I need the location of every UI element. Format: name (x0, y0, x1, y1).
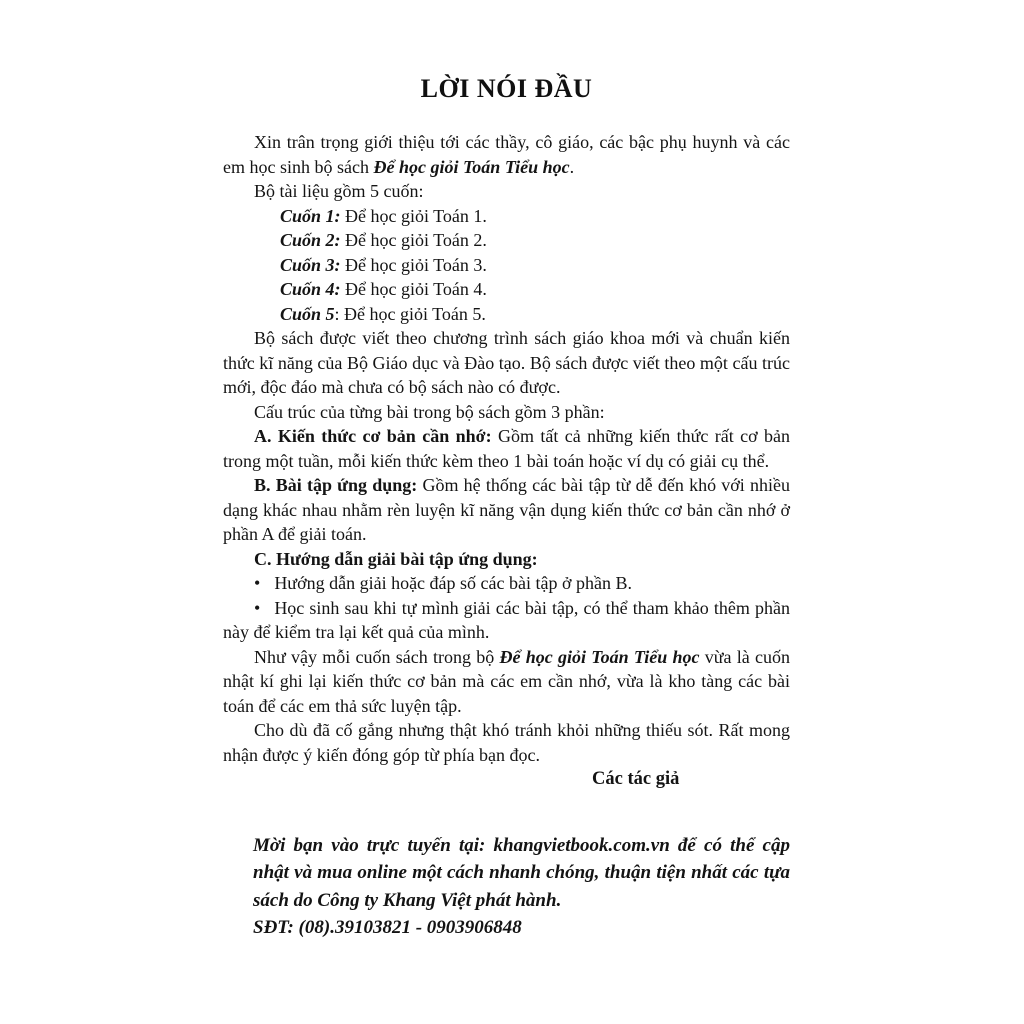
bullet-list-item (223, 596, 790, 645)
publisher-promo-text: Mời bạn vào trực tuyến tại: khangvietbook.com.vn để có thể cập nhật và mua online một cách nhanh chóng, thuận tiện nhất các tựa sách do Công ty Khang Việt phát hành. (253, 834, 790, 911)
book-list-item (223, 253, 790, 278)
book-list-item (223, 228, 790, 253)
text-run: Để học giỏi Toán Tiểu học (499, 646, 700, 667)
text-run: Để học giỏi Toán 2. (340, 230, 487, 251)
bullet-icon: • (254, 573, 261, 594)
book-list-item (223, 277, 790, 302)
text-run: Bộ tài liệu gồm 5 cuốn: (254, 181, 424, 202)
text-run: . (569, 156, 575, 177)
text-run: : Để học giỏi Toán 5. (334, 303, 486, 324)
text-run: Để học giỏi Toán 3. (340, 254, 487, 275)
text-run: Bộ sách được viết theo chương trình sách giáo khoa mới và chuẩn kiến thức kĩ năng của Bộ Giáo dục và Đào tạo. Bộ sách được viết theo một cấu trúc mới, độc đáo mà chưa có bộ sách nào có được. (223, 328, 790, 398)
paragraph (223, 547, 790, 572)
text-run: Hướng dẫn giải hoặc đáp số các bài tập ở phần B. (274, 573, 633, 594)
book-list-item (223, 302, 790, 327)
text-run: Gồm hệ thống các bài tập từ dễ đến khó với nhiều dạng khác nhau nhằm rèn luyện kĩ năng vận dụng kiến thức cơ bản cần nhớ ở phần A để giải toán. (223, 475, 791, 545)
text-run: Cuốn 1: (280, 205, 341, 226)
paragraph (223, 645, 790, 719)
text-run: Cuốn 4: (280, 279, 341, 300)
text-run: Để học giỏi Toán 4. (340, 279, 487, 300)
publisher-phone-number: SĐT: (08).39103821 - 0903906848 (253, 917, 522, 939)
paragraph (223, 326, 790, 400)
text-run: vừa là cuốn nhật kí ghi lại kiến thức cơ bản mà các em cần nhớ, vừa là kho tàng các bài toán để các em thả sức luyện tập. (223, 646, 790, 716)
preface-body (223, 130, 790, 767)
text-run: Cho dù đã cố gắng nhưng thật khó tránh khỏi những thiếu sót. Rất mong nhận được ý kiến đóng góp từ phía bạn đọc. (223, 720, 790, 765)
text-run: Cuốn 2: (280, 230, 341, 251)
text-run: Học sinh sau khi tự mình giải các bài tập, có thể tham khảo thêm phần này để kiểm tra lại kết quả của mình. (223, 597, 790, 643)
text-run: Cuốn 5 (280, 303, 335, 324)
paragraph (223, 130, 790, 179)
text-run: Cấu trúc của từng bài trong bộ sách gồm 3 phần: (254, 401, 605, 422)
book-list-item (223, 204, 790, 229)
text-run: Để học giỏi Toán 1. (340, 205, 487, 226)
text-run: Để học giỏi Toán Tiểu học (373, 156, 570, 177)
bullet-icon: • (254, 597, 261, 618)
authors-signature: Các tác giả (592, 769, 680, 790)
text-run: C. Hướng dẫn giải bài tập ứng dụng: (254, 548, 538, 569)
paragraph (223, 473, 790, 547)
paragraph (223, 424, 790, 473)
text-run: Cuốn 3: (280, 254, 341, 275)
text-run: Xin trân trọng giới thiệu tới các thầy, cô giáo, các bậc phụ huynh và các em học sinh bộ sách (223, 132, 790, 177)
paragraph (223, 400, 790, 425)
text-run: Gồm tất cả những kiến thức rất cơ bản trong một tuần, mỗi kiến thức kèm theo 1 bài toán hoặc ví dụ có giải cụ thể. (223, 426, 790, 471)
paragraph (223, 179, 790, 204)
page-title: LỜI NÓI ĐẦU (420, 74, 593, 103)
text-run: A. Kiến thức cơ bản cần nhớ: (254, 426, 492, 447)
bullet-list-item (223, 571, 790, 596)
paragraph (223, 718, 790, 767)
publisher-footer (253, 832, 790, 942)
text-run: Như vậy mỗi cuốn sách trong bộ (254, 646, 500, 667)
text-run: B. Bài tập ứng dụng: (254, 475, 418, 496)
